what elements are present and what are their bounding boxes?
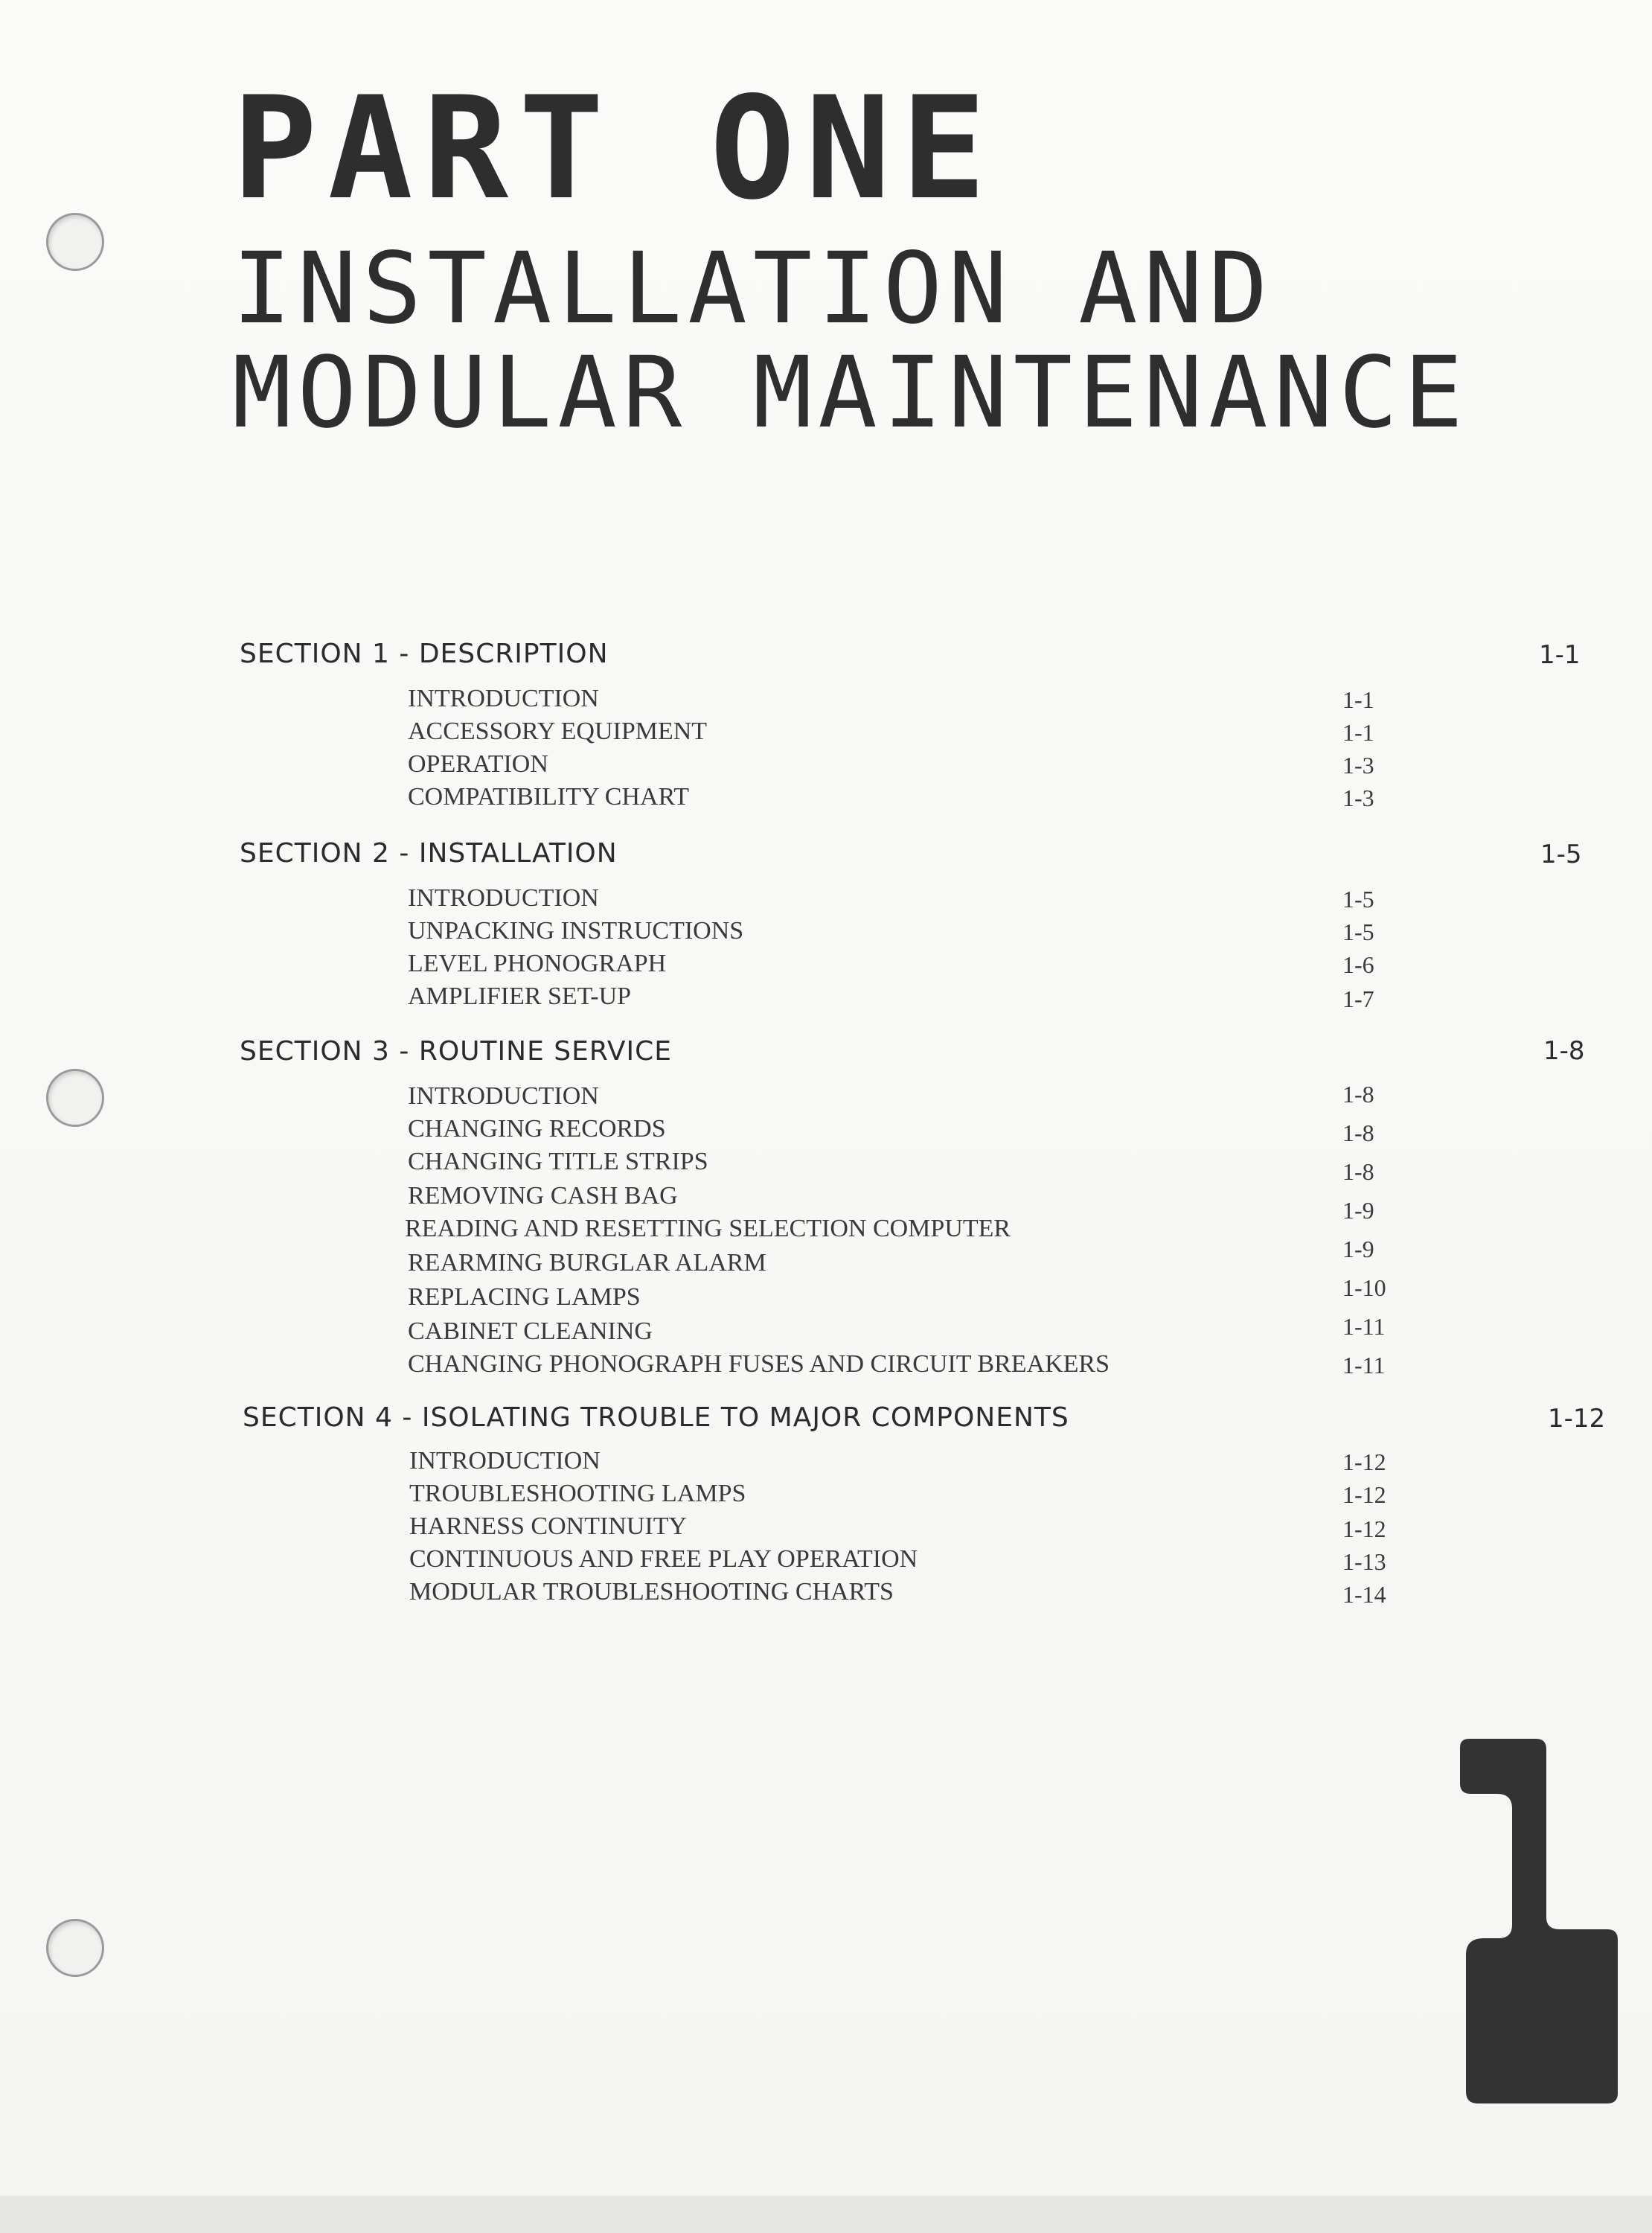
toc-entry: UNPACKING INSTRUCTIONS	[408, 917, 744, 945]
toc-entry: INTRODUCTION	[409, 1447, 601, 1475]
section-4-heading: SECTION 4 - ISOLATING TROUBLE TO MAJOR COMPONENTS	[243, 1402, 1069, 1433]
toc-entry: HARNESS CONTINUITY	[409, 1512, 688, 1540]
toc-entry-page: 1-14	[1342, 1581, 1386, 1608]
toc-entry-page: 1-9	[1342, 1197, 1374, 1224]
toc-entry: COMPATIBILITY CHART	[408, 783, 689, 811]
binder-hole-middle	[46, 1069, 104, 1127]
page-bottom-edge	[0, 2196, 1652, 2233]
section-1-heading: SECTION 1 - DESCRIPTION	[240, 639, 609, 669]
toc-entry-page: 1-9	[1342, 1236, 1374, 1262]
toc-entry-page: 1-12	[1342, 1515, 1386, 1542]
toc-entry: AMPLIFIER SET-UP	[408, 983, 632, 1010]
toc-entry-page: 1-12	[1342, 1481, 1386, 1508]
toc-entry: READING AND RESETTING SELECTION COMPUTER	[405, 1215, 1011, 1242]
part-title: PART ONE	[232, 66, 997, 231]
section-tab-marker	[1454, 1739, 1618, 2103]
toc-entry-page: 1-13	[1342, 1548, 1386, 1575]
toc-entry-page: 1-5	[1342, 919, 1374, 945]
toc-entry: REPLACING LAMPS	[408, 1283, 641, 1311]
toc-entry-page: 1-12	[1342, 1448, 1386, 1475]
binder-hole-bottom	[46, 1919, 104, 1977]
toc-entry: REARMING BURGLAR ALARM	[408, 1249, 766, 1277]
section-3-page: 1-8	[1543, 1036, 1585, 1066]
toc-entry: INTRODUCTION	[408, 884, 599, 912]
toc-entry: ACCESSORY EQUIPMENT	[408, 718, 708, 745]
toc-entry-page: 1-11	[1342, 1352, 1386, 1379]
section-2-heading: SECTION 2 - INSTALLATION	[240, 838, 618, 869]
part-subtitle-line2: MODULAR MAINTENANCE	[232, 336, 1469, 450]
toc-entry-page: 1-7	[1342, 985, 1374, 1012]
toc-entry-page: 1-8	[1342, 1081, 1374, 1108]
toc-entry: MODULAR TROUBLESHOOTING CHARTS	[409, 1578, 894, 1606]
toc-entry-page: 1-1	[1342, 719, 1374, 746]
toc-entry: CONTINUOUS AND FREE PLAY OPERATION	[409, 1545, 918, 1573]
toc-entry-page: 1-6	[1342, 951, 1374, 978]
toc-entry: LEVEL PHONOGRAPH	[408, 950, 667, 977]
toc-entry-page: 1-8	[1342, 1158, 1374, 1185]
toc-entry: INTRODUCTION	[408, 685, 599, 712]
section-4-page: 1-12	[1548, 1404, 1606, 1434]
toc-entry-page: 1-10	[1342, 1274, 1386, 1301]
toc-entry-page: 1-5	[1342, 886, 1374, 913]
toc-entry: CHANGING PHONOGRAPH FUSES AND CIRCUIT BREAKERS	[408, 1350, 1110, 1378]
toc-entry: CHANGING RECORDS	[408, 1115, 666, 1143]
toc-entry: INTRODUCTION	[408, 1082, 599, 1110]
toc-entry-page: 1-8	[1342, 1119, 1374, 1146]
toc-entry-page: 1-1	[1342, 686, 1374, 713]
toc-entry: REMOVING CASH BAG	[408, 1182, 678, 1210]
toc-entry: CHANGING TITLE STRIPS	[408, 1148, 708, 1175]
part-subtitle-line1: INSTALLATION AND	[232, 231, 1274, 346]
toc-entry: CABINET CLEANING	[408, 1317, 653, 1345]
toc-entry-page: 1-3	[1342, 785, 1374, 811]
binder-hole-top	[46, 213, 104, 271]
toc-entry: TROUBLESHOOTING LAMPS	[409, 1480, 746, 1507]
section-tab-number: 1	[1454, 1739, 1455, 1740]
toc-entry-page: 1-3	[1342, 752, 1374, 779]
toc-entry: OPERATION	[408, 750, 548, 778]
toc-entry-page: 1-11	[1342, 1313, 1386, 1340]
section-1-page: 1-1	[1539, 640, 1581, 670]
section-3-heading: SECTION 3 - ROUTINE SERVICE	[240, 1036, 673, 1067]
section-2-page: 1-5	[1540, 840, 1582, 869]
